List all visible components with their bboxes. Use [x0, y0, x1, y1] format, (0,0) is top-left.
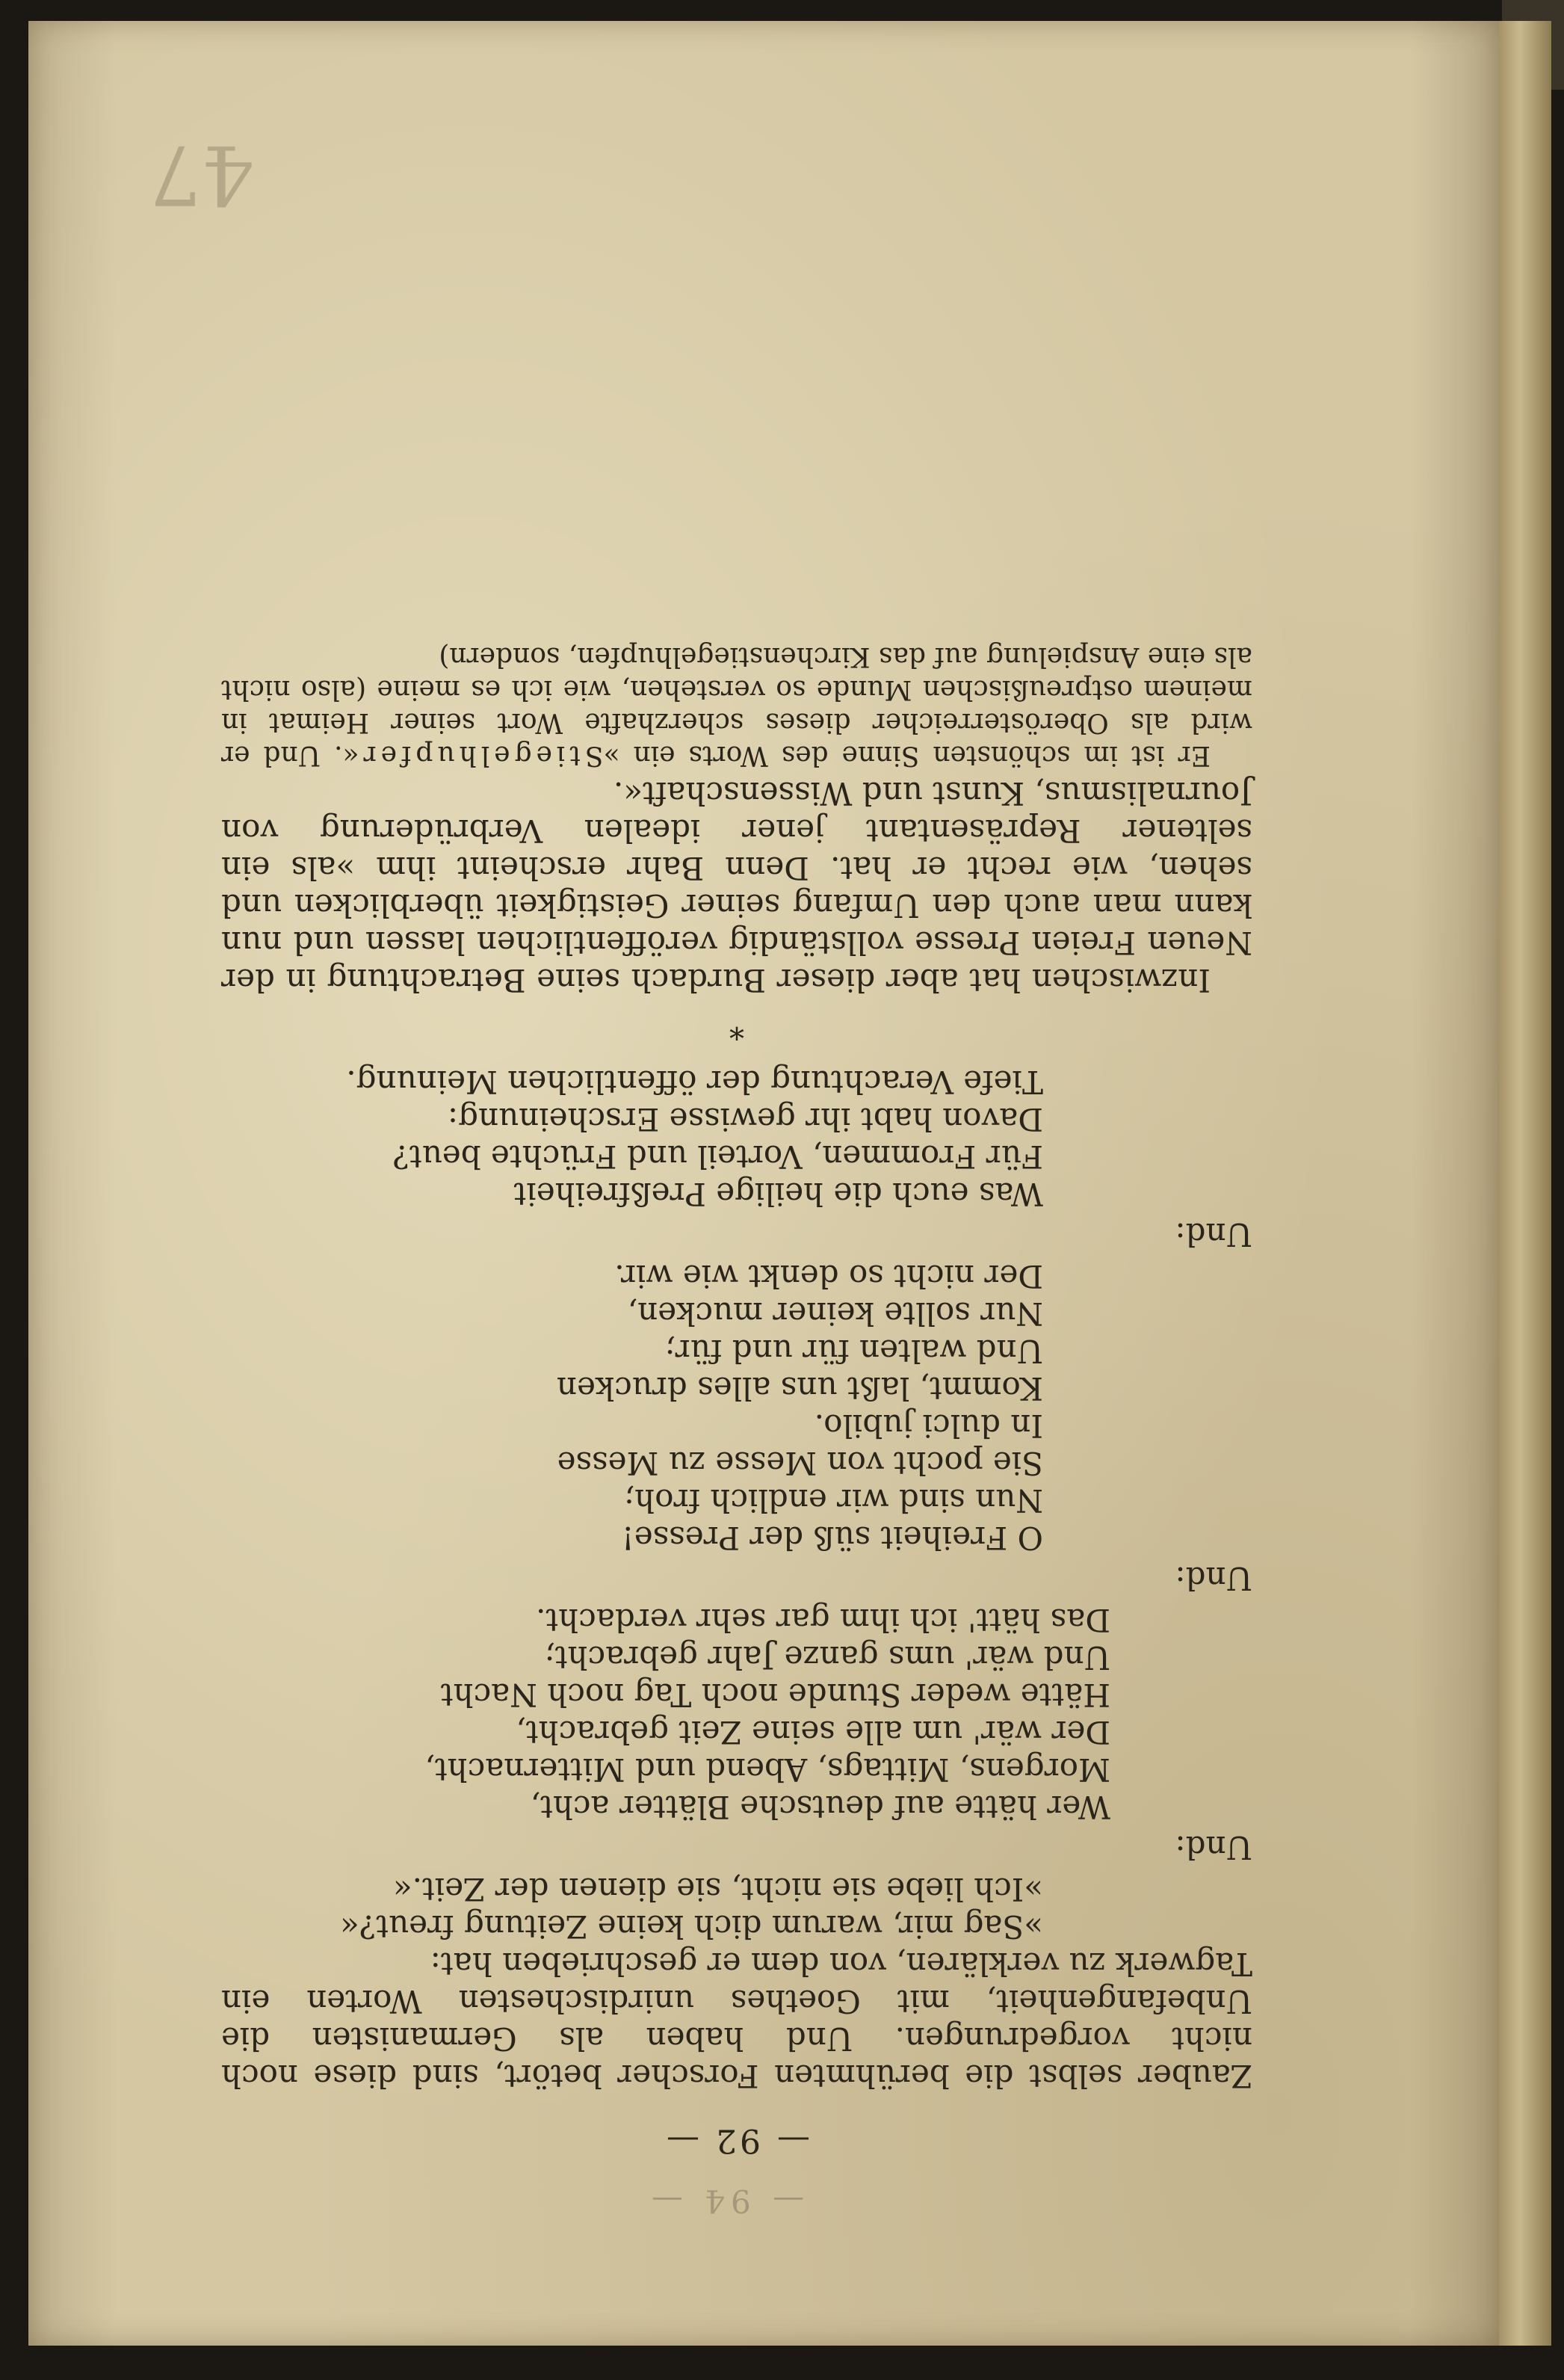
- verse-line: Für Frommen, Vorteil und Früchte beut?: [392, 1138, 1043, 1175]
- page-edge: [1499, 21, 1551, 2346]
- verse-line: Wer hätte auf deutsche Blätter acht,: [530, 1789, 1110, 1825]
- verse-line: Nun sind wir endlich froh;: [624, 1482, 1043, 1519]
- verse-line: In dulci jubilo.: [814, 1408, 1043, 1444]
- verse-line: Hätte weder Stunde noch Tag noch Nacht: [440, 1677, 1110, 1713]
- verse-3: [221, 1257, 1252, 1556]
- pencil-margin-note: 47: [149, 127, 254, 223]
- verse-line: O Freiheit süß der Presse!: [621, 1520, 1043, 1556]
- paragraph-text-start: Er ist im schönsten Sinne des Worts ein »: [603, 740, 1211, 771]
- rotated-content: [28, 21, 1499, 2346]
- und-label: Und:: [1175, 1216, 1252, 1253]
- verse-line: Davon habt ihr gewisse Erscheinung:: [447, 1101, 1043, 1138]
- paragraph-text-end: «. Und er wird als Oberösterreicher dieses scherzhafte Wort seiner Heimat in meinem ostpreußischen Munde so verstehen, wie ich es meine (also nicht als eine Anspielung auf das Kirchenstiegelhupfen, sondern): [221, 641, 1252, 771]
- stiegelhupfer-paragraph: [221, 640, 1252, 771]
- und-label: Und:: [1175, 1560, 1252, 1597]
- verse-line: Kommt, laßt uns alles drucken: [556, 1370, 1043, 1407]
- verse-line: »Sag mir, warum dich keine Zeitung freut?«: [339, 1908, 1043, 1945]
- verse-line: Und walten für und für;: [664, 1333, 1043, 1369]
- text-block: [221, 640, 1252, 2159]
- spaced-word: Stiegelhupfer: [359, 740, 604, 771]
- verse-line: Sie pocht von Messe zu Messe: [557, 1445, 1043, 1482]
- verse-line: Der wär' um alle seine Zeit gebracht,: [516, 1714, 1110, 1751]
- verse-line: Und wär' ums ganze Jahr gebracht;: [544, 1639, 1110, 1676]
- verse-line: Das hätt' ich ihm gar sehr verdacht.: [535, 1602, 1110, 1638]
- verse-line: Der nicht so denkt wie wir.: [614, 1258, 1043, 1295]
- verse-line: Morgens, Mittags, Abend und Mitternacht,: [424, 1751, 1110, 1788]
- verse-line: Nur sollte keiner mucken,: [627, 1295, 1043, 1332]
- section-separator: *: [729, 1011, 744, 1045]
- verse-1: [221, 1870, 1252, 1945]
- verse-2: [221, 1601, 1252, 1825]
- und-label: Und:: [1175, 1829, 1252, 1866]
- intro-paragraph: Zauber selbst die berühmten Forscher betört, sind diese noch nicht vorgedrungen. Und haben als Germanisten die Unbefangenheit, mit Goethes unirdischesten Worten ein Tagwerk zu verklären, von dem er geschrieben hat:: [221, 1946, 1252, 2094]
- verse-line: Tiefe Verachtung der öffentlichen Meinung.: [346, 1064, 1043, 1100]
- page-number: — 92 —: [664, 2121, 810, 2159]
- bleed-through-page-number: — 94 —: [645, 2183, 805, 2219]
- burdach-paragraph: Inzwischen hat aber dieser Burdach seine Betrachtung in der Neuen Freien Presse vollständig veröffentlichen lassen und nun kann man auch den Umfang seiner Geistigkeit überblicken und sehen, wie recht er hat. Denn Bahr erscheint ihm »als ein seltener Repräsentant jener idealen Verbrüderung von Journalismus, Kunst und Wissenschaft«.: [221, 775, 1252, 999]
- verse-line: Was euch die heilige Preßfreiheit: [513, 1176, 1043, 1212]
- verse-4: [221, 1063, 1252, 1212]
- verse-line: »Ich liebe sie nicht, sie dienen der Zeit.«: [392, 1871, 1043, 1908]
